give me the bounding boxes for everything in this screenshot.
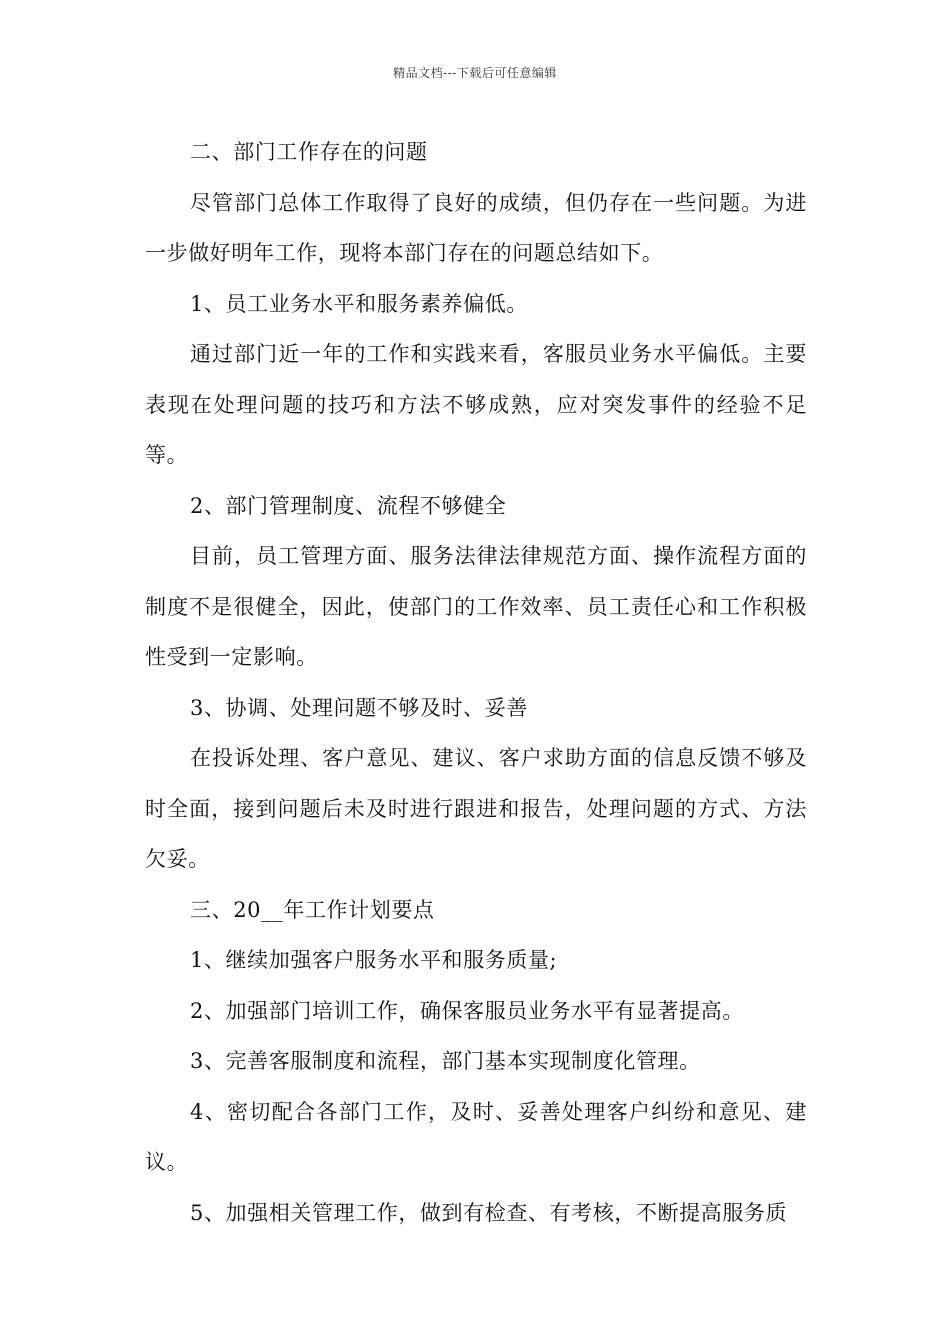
list-item-heading: 2、部门管理制度、流程不够健全 [190,493,507,518]
section-heading: 二、部门工作存在的问题 [190,140,428,164]
document-body [145,127,807,1238]
list-item: 3、完善客服制度和流程，部门基本实现制度化管理。 [190,1049,701,1073]
body-paragraph: 目前，员工管理方面、服务法律法律规范方面、操作流程方面的制度不是很健全，因此，使部门的工作效率、员工责任心和工作积极性受到一定影响。 [145,544,807,669]
body-paragraph: 尽管部门总体工作取得了良好的成绩，但仍存在一些问题。为进一步做好明年工作，现将本部门存在的问题总结如下。 [145,190,807,265]
section-heading: 三、20__年工作计划要点 [190,897,435,922]
body-paragraph: 在投诉处理、客户意见、建议、客户求助方面的信息反馈不够及时全面，接到问题后未及时进行跟进和报告，处理问题的方式、方法欠妥。 [145,746,807,871]
list-item: 4、密切配合各部门工作，及时、妥善处理客户纠纷和意见、建议。 [145,1099,807,1174]
page-header: 精品文档---下载后可任意编辑 [393,66,557,80]
list-item-heading: 3、协调、处理问题不够及时、妥善 [190,695,528,720]
list-item: 2、加强部门培训工作，确保客服员业务水平有显著提高。 [190,998,744,1023]
list-item: 5、加强相关管理工作，做到有检查、有考核，不断提高服务质 [190,1200,788,1225]
list-item: 1、继续加强客户服务水平和服务质量; [190,948,558,972]
body-paragraph: 通过部门近一年的工作和实践来看，客服员业务水平偏低。主要表现在处理问题的技巧和方法不够成熟，应对突发事件的经验不足等。 [145,342,807,467]
list-item-heading: 1、员工业务水平和服务素养偏低。 [190,291,528,316]
